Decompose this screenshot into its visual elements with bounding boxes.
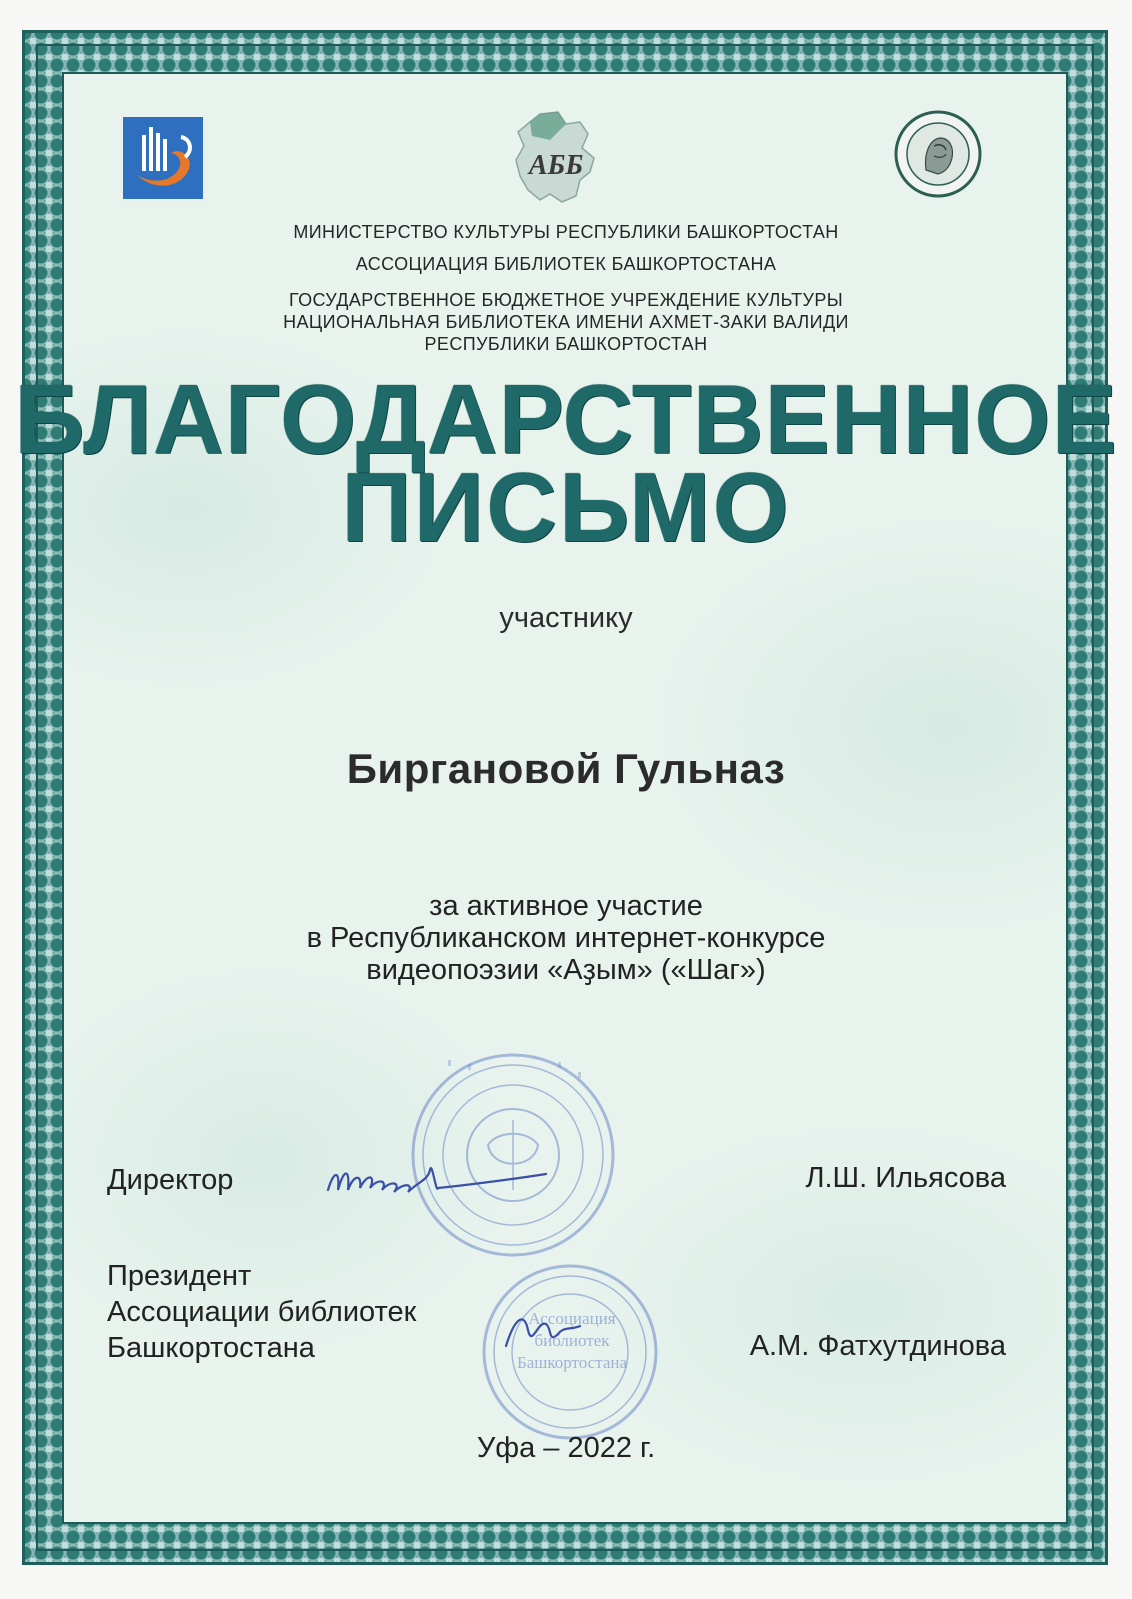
ministry-line: МИНИСТЕРСТВО КУЛЬТУРЫ РЕСПУБЛИКИ БАШКОРТОСТАН <box>293 222 839 242</box>
reason-line-1: за активное участие <box>429 890 703 922</box>
signatory-president-title <box>107 1258 416 1366</box>
signatory-title-line: Ассоциации библиотек <box>107 1296 417 1328</box>
place-and-year: Уфа – 2022 г. <box>476 1432 656 1464</box>
signatory-director-name: Л.Ш. Ильясова <box>805 1162 1006 1194</box>
national-library-emblem-icon <box>894 110 982 198</box>
institution-line-3: РЕСПУБЛИКИ БАШКОРТОСТАН <box>424 334 708 354</box>
recipient-label: участнику <box>499 602 633 634</box>
recipient-name: Биргановой Гульназ <box>346 745 786 792</box>
svg-text:библиотек: библиотек <box>534 1331 610 1350</box>
library-association-logo-icon <box>510 110 600 206</box>
signatory-president-name: А.М. Фатхутдинова <box>749 1330 1006 1362</box>
ministry-logo-icon <box>123 117 203 199</box>
reason-line-3: видеопоэзии «Аҙым» («Шаг») <box>366 954 766 986</box>
reason-line-2: в Республиканском интернет-конкурсе <box>306 922 826 954</box>
institution-line-1: ГОСУДАРСТВЕННОЕ БЮДЖЕТНОЕ УЧРЕЖДЕНИЕ КУЛЬТУРЫ <box>288 290 844 310</box>
certificate-title-line-1: БЛАГОДАРСТВЕННОЕ <box>14 364 1118 474</box>
signatory-title-line: Президент <box>107 1260 252 1292</box>
signatory-director-title <box>107 1162 233 1198</box>
certificate-title-line-2: ПИСЬМО <box>341 452 791 562</box>
institution-line-2: НАЦИОНАЛЬНАЯ БИБЛИОТЕКА ИМЕНИ АХМЕТ-ЗАКИ ВАЛИДИ <box>283 312 849 332</box>
president-signature <box>498 1300 588 1360</box>
signatory-title-line: Башкортостана <box>107 1332 315 1364</box>
svg-text:АББ: АББ <box>528 150 584 181</box>
association-line: АССОЦИАЦИЯ БИБЛИОТЕК БАШКОРТОСТАНА <box>355 254 777 274</box>
director-signature <box>318 1150 558 1210</box>
signatory-title-line: Директор <box>107 1164 234 1196</box>
svg-text:Башкортостана: Башкортостана <box>516 1353 628 1372</box>
svg-text:Ассоциация: Ассоциация <box>528 1309 616 1328</box>
